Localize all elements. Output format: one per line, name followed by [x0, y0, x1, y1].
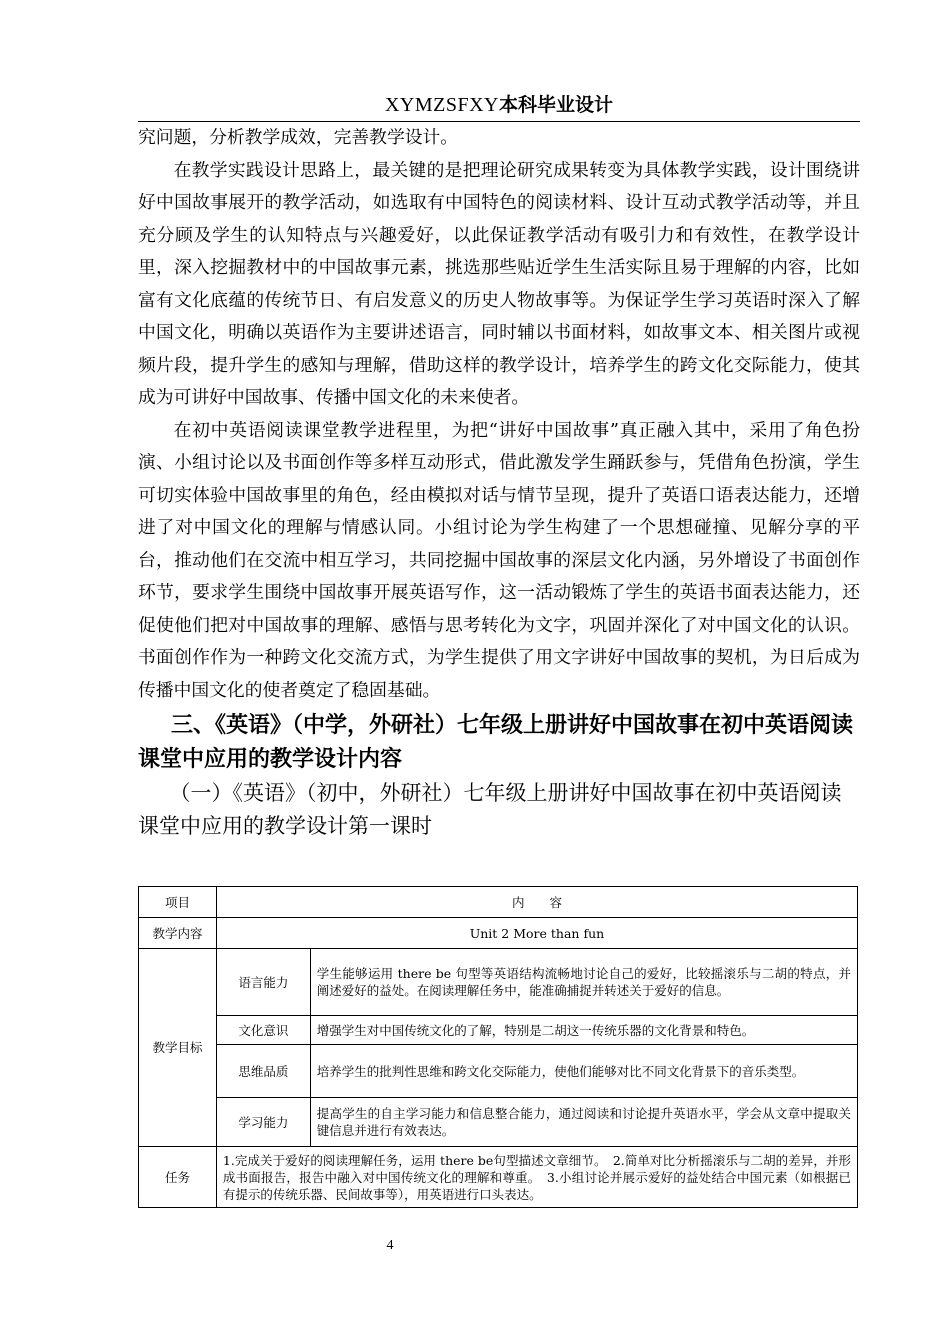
section-heading: 三、《英语》（中学，外研社）七年级上册讲好中国故事在初中英语阅读课堂中应用的教学设计内容	[138, 713, 854, 772]
task-label-cell: 任务	[139, 1147, 217, 1208]
document-body	[138, 122, 860, 843]
goal-name-cell: 语言能力	[216, 949, 310, 1016]
table-row	[139, 1147, 858, 1208]
table-header-row	[139, 887, 858, 918]
goal-name-cell: 学习能力	[216, 1098, 310, 1147]
header-label: 本科毕业设计	[499, 94, 614, 116]
header-item-cell: 项目	[139, 887, 217, 918]
goal-name-cell: 思维品质	[216, 1045, 310, 1098]
content-value-cell: Unit 2 More than fun	[216, 918, 857, 949]
header-content-cell: 内 容	[216, 887, 857, 918]
paragraph-continuation: 究问题，分析教学成效，完善教学设计。	[138, 127, 459, 148]
table-row	[139, 918, 858, 949]
goals-label-cell: 教学目标	[139, 949, 217, 1147]
table-row	[139, 949, 858, 1016]
content-label-cell: 教学内容	[139, 918, 217, 949]
table-row	[139, 1045, 858, 1098]
goal-text-cell: 学生能够运用 there be 句型等英语结构流畅地讨论自己的爱好，比较摇滚乐与二胡的特点，并阐述爱好的益处。在阅读理解任务中，能准确捕捉并转述关于爱好的信息。	[310, 949, 857, 1016]
goal-text-cell: 增强学生对中国传统文化的了解，特别是二胡这一传统乐器的文化背景和特色。	[310, 1016, 857, 1045]
subsection-heading: （一）《英语》（初中，外研社）七年级上册讲好中国故事在初中英语阅读课堂中应用的教学设计第一课时	[138, 781, 842, 838]
task-text-cell: 1.完成关于爱好的阅读理解任务，运用 there be句型描述文章细节。 2.简单对比分析摇滚乐与二胡的差异，并形成书面报告，报告中融入对中国传统文化的理解和尊重。 3.小组讨论并展示爱好的益处结合中国元素（如根据已有提示的传统乐器、民间故事等），用英语进行口头表达。	[216, 1147, 857, 1208]
goal-text-cell: 培养学生的批判性思维和跨文化交际能力，使他们能够对比不同文化背景下的音乐类型。	[310, 1045, 857, 1098]
table-row	[139, 1016, 858, 1045]
paragraph-design-approach: 在教学实践设计思路上，最关键的是把理论研究成果转变为具体教学实践，设计围绕讲好中国故事展开的教学活动，如选取有中国特色的阅读材料、设计互动式教学活动等，并且充分顾及学生的认知特点与兴趣爱好，以此保证教学活动有吸引力和有效性，在教学设计里，深入挖掘教材中的中国故事元素，挑选那些贴近学生生活实际且易于理解的内容，比如富有文化底蕴的传统节日、有启发意义的历史人物故事等。为保证学生学习英语时深入了解中国文化，明确以英语作为主要讲述语言，同时辅以书面材料，如故事文本、相关图片或视频片段，提升学生的感知与理解，借助这样的教学设计，培养学生的跨文化交际能力，使其成为可讲好中国故事、传播中国文化的未来使者。	[138, 159, 860, 408]
lesson-plan-table	[138, 886, 858, 1208]
page-number: 4	[386, 1238, 394, 1253]
goal-name-cell: 文化意识	[216, 1016, 310, 1045]
page-header	[138, 88, 860, 122]
header-code: XYMZSFXY	[384, 94, 499, 116]
table-row	[139, 1098, 858, 1147]
paragraph-classroom-process: 在初中英语阅读课堂教学进程里，为把“讲好中国故事”真正融入其中，采用了角色扮演、小组讨论以及书面创作等多样互动形式，借此激发学生踊跃参与，凭借角色扮演，学生可切实体验中国故事里的角色，经由模拟对话与情节呈现，提升了英语口语表达能力，还增进了对中国文化的理解与情感认同。小组讨论为学生构建了一个思想碰撞、见解分享的平台，推动他们在交流中相互学习，共同挖掘中国故事的深层文化内涵，另外增设了书面创作环节，要求学生围绕中国故事开展英语写作，这一活动锻炼了学生的英语书面表达能力，还促使他们把对中国故事的理解、感悟与思考转化为文字，巩固并深化了对中国文化的认识。书面创作作为一种跨文化交流方式，为学生提供了用文字讲好中国故事的契机，为日后成为传播中国文化的使者奠定了稳固基础。	[138, 419, 860, 701]
goal-text-cell: 提高学生的自主学习能力和信息整合能力，通过阅读和讨论提升英语水平，学会从文章中提取关键信息并进行有效表达。	[310, 1098, 857, 1147]
